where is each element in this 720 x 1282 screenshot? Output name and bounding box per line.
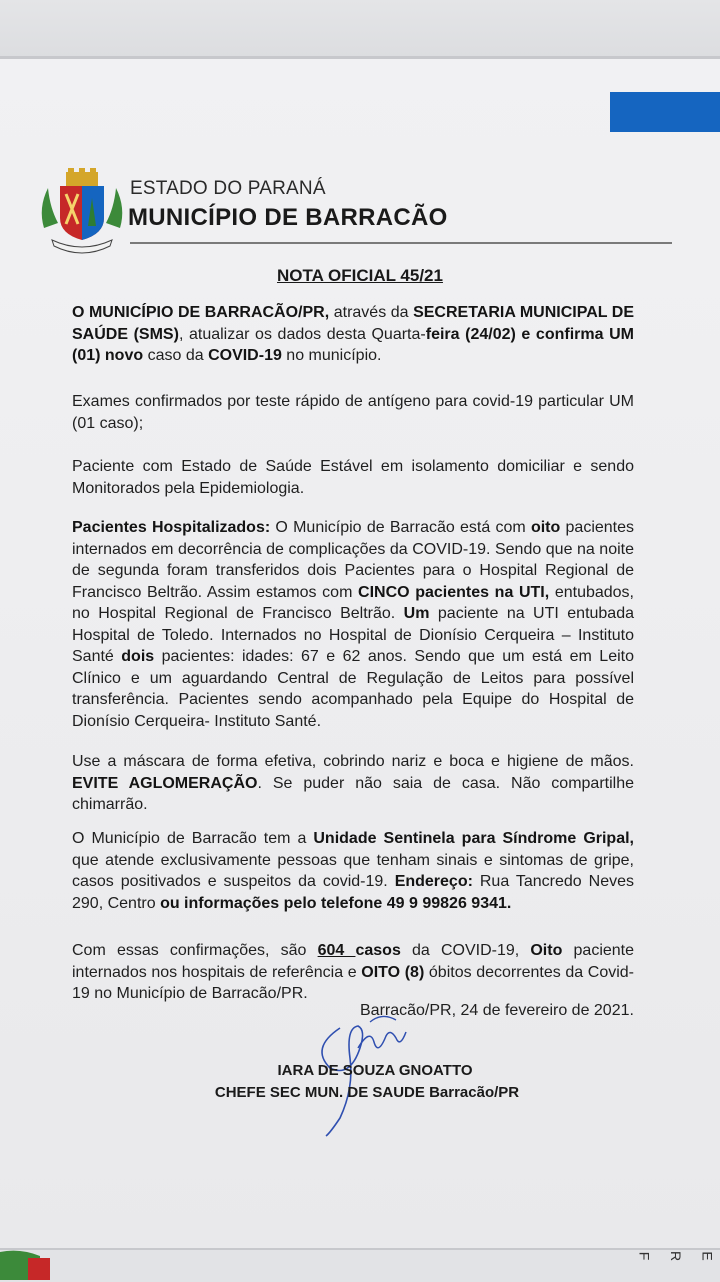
- text-run: Um: [403, 605, 430, 622]
- text-run: Exames confirmados por teste rápido de antígeno para covid-19 particular UM (01 caso);: [72, 393, 634, 432]
- text-run: Endereço:: [394, 873, 473, 890]
- text-run: O Município de Barracão está com: [270, 519, 531, 536]
- text-run: COVID-19: [208, 347, 282, 364]
- edge-letter: R: [667, 1250, 684, 1262]
- text-run: OITO (8): [361, 963, 425, 981]
- signatory-role: CHEFE SEC MUN. DE SAUDE Barracão/PR: [214, 1084, 520, 1101]
- text-run: , atualizar os dados desta Quarta-: [178, 325, 426, 343]
- text-run: (24/02) e confirma UM (01) novo: [72, 325, 634, 364]
- text-run: Oito: [530, 942, 563, 959]
- text-run: feira: [425, 325, 460, 343]
- document-title: NOTA OFICIAL 45/21: [277, 266, 443, 285]
- date-line: Barracão/PR, 24 de fevereiro de 2021.: [360, 1002, 634, 1019]
- state-name: ESTADO DO PARANÁ: [130, 178, 326, 199]
- text-run: que atende exclusivamente pessoas que tenham sinais e sintomas de gripe, casos positivados e suspeitos da covid-19.: [72, 851, 634, 890]
- text-run: caso da: [143, 347, 209, 364]
- text-run: paciente internados nos hospitais de referência e: [72, 942, 635, 981]
- paragraph-sentinel-unit: [72, 828, 634, 914]
- text-run: oito: [530, 519, 561, 536]
- edge-letters: [622, 1248, 716, 1264]
- text-run: CINCO pacientes na UTI,: [358, 583, 550, 601]
- crest-fragment-icon: [0, 1248, 62, 1280]
- text-run: Use a máscara de forma efetiva, cobrindo nariz e boca e higiene de mãos.: [72, 753, 634, 770]
- text-run: O MUNICÍPIO DE BARRACÃO/PR,: [72, 304, 330, 321]
- text-run: óbitos decorrentes da Covid-19 no Município de Barracão/PR.: [72, 963, 635, 1002]
- text-run: no município.: [281, 347, 382, 364]
- text-run: O Município de Barracão tem a: [72, 830, 314, 847]
- text-run: EVITE AGLOMERAÇÃO: [72, 774, 258, 792]
- text-run: Rua Tancredo Neves 290, Centro: [72, 873, 634, 912]
- paragraph-hospitalized: [72, 517, 634, 732]
- paragraph-announcement: [72, 302, 634, 367]
- municipality-name: MUNICÍPIO DE BARRACÃO: [128, 204, 448, 231]
- text-run: Unidade Sentinela para Síndrome Gripal,: [313, 830, 634, 847]
- letterhead: [32, 112, 672, 252]
- text-run: Paciente com Estado de Saúde Estável em isolamento domiciliar e sendo Monitorados pela Epidemiologia.: [72, 458, 634, 497]
- page-edge: [0, 56, 720, 59]
- text-run: Com essas confirmações, são: [72, 942, 318, 959]
- text-run: Pacientes Hospitalizados:: [72, 519, 271, 536]
- text-run: através da: [329, 304, 414, 321]
- text-run: pacientes: idades: 67 e 62 anos. Sendo que um está em Leito Clínico e um aguardando Central de Regulação de Leitos para possível transferência. Pacientes sendo acompanhado pela Equipe do Hospital de Dionísio Cerqueira- Instituto Santé.: [72, 648, 635, 730]
- text-run: . Se puder não saia de casa. Não compartilhe chimarrão.: [72, 774, 635, 813]
- next-page-edge: [0, 1248, 720, 1282]
- text-run: dois: [121, 648, 155, 665]
- background-top: [0, 0, 720, 58]
- text-run: pacientes internados em decorrência de complicações da COVID-19. Sendo que na noite de segunda foram transferidos dois Pacientes para o Hospital Regional de Francisco Beltrão. Assim estamos com: [72, 519, 635, 601]
- paragraph-prevention: [72, 751, 634, 816]
- text-run: 604: [317, 942, 356, 959]
- paragraph-exams: [72, 391, 634, 434]
- text-run: da COVID-19,: [400, 942, 531, 959]
- paragraph-totals: [72, 940, 634, 1005]
- text-run: paciente na UTI entubada Hospital de Toledo. Internados no Hospital de Dionísio Cerqueira – Instituto Santé: [72, 605, 634, 665]
- paragraph-patient-status: [72, 456, 634, 499]
- text-run: casos: [355, 942, 401, 959]
- text-run: entubados, no Hospital Regional de Francisco Beltrão.: [72, 583, 634, 622]
- signatory-name: IARA DE SOUZA GNOATTO: [277, 1062, 473, 1079]
- text-run: SECRETARIA MUNICIPAL DE SAÚDE (SMS): [72, 304, 635, 343]
- text-run: ou informações pelo telefone 49 9 99826 9341.: [160, 894, 512, 912]
- municipal-crest-icon: [36, 168, 128, 260]
- edge-letter: E: [699, 1251, 716, 1261]
- header-rule: [130, 242, 672, 244]
- edge-letter: F: [636, 1251, 653, 1261]
